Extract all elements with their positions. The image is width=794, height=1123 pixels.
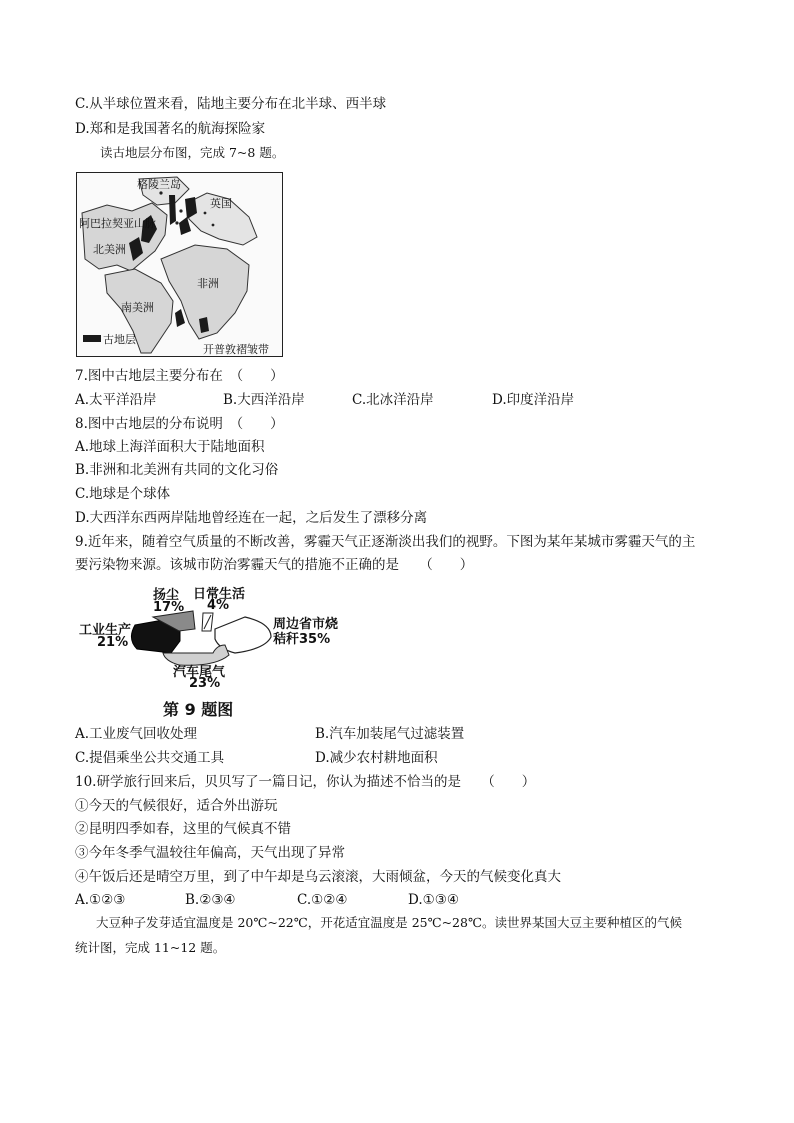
q8-option-c: C.地球是个球体 xyxy=(75,486,171,502)
q10-diary-1: ①今天的气候很好，适合外出游玩 xyxy=(75,798,278,814)
intro-7-8: 读古地层分布图，完成 7~8 题。 xyxy=(100,145,285,160)
q7-stem: 7.图中古地层主要分布在 （ ） xyxy=(75,368,284,384)
map-label-africa: 非洲 xyxy=(197,277,219,290)
q9-option-d: D.减少农村耕地面积 xyxy=(315,750,438,766)
q10-diary-2: ②昆明四季如春，这里的气候真不错 xyxy=(75,821,291,837)
map-label-greenland: 格陵兰岛 xyxy=(137,178,181,191)
q9-stem-line2: 要污染物来源。该城市防治雾霾天气的措施不正确的是 （ ） xyxy=(75,557,474,573)
intro-11-12-line2: 统计图，完成 11~12 题。 xyxy=(75,940,226,955)
pie-label-straw-1: 周边省市烧 xyxy=(273,617,339,632)
legend-swatch xyxy=(83,335,101,342)
map-drawing xyxy=(77,173,282,356)
q10-stem: 10.研学旅行回来后，贝贝写了一篇日记，你认为描述不恰当的是 （ ） xyxy=(75,774,536,790)
north-america-shape xyxy=(82,203,167,271)
intro-11-12-line1: 大豆种子发芽适宜温度是 20℃~22℃，开花适宜温度是 25℃~28℃。读世界某国大豆主要种植区的气候 xyxy=(96,915,682,930)
pie-label-straw-2: 秸秆35% xyxy=(273,632,331,647)
q7-option-d: D.印度洋沿岸 xyxy=(492,392,575,408)
q9-option-c: C.提倡乘坐公共交通工具 xyxy=(75,750,225,766)
map-label-south-america: 南美洲 xyxy=(121,301,154,314)
q10-option-c: C.①②④ xyxy=(297,892,348,908)
q7-option-c: C.北冰洋沿岸 xyxy=(352,392,434,408)
q10-option-b: B.②③④ xyxy=(185,892,236,908)
q6-option-c: C.从半球位置来看，陆地主要分布在北半球、西半球 xyxy=(75,96,387,112)
q7-option-b: B.大西洋沿岸 xyxy=(223,392,305,408)
map-label-appalachian: 阿巴拉契亚山脉 xyxy=(79,217,156,230)
strata-south-america xyxy=(175,309,185,327)
q8-option-b: B.非洲和北美洲有共同的文化习俗 xyxy=(75,462,279,478)
map-label-fold-belt: 开普敦褶皱带 xyxy=(203,343,269,356)
q8-option-d: D.大西洋东西两岸陆地曾经连在一起，之后发生了漂移分离 xyxy=(75,510,428,526)
pie-pct-daily: 4% xyxy=(207,598,230,613)
q10-diary-3: ③今年冬季气温较往年偏高，天气出现了异常 xyxy=(75,845,345,861)
q7-option-a: A.太平洋沿岸 xyxy=(75,392,157,408)
pie-pct-vehicle: 23% xyxy=(189,676,221,691)
q8-option-a: A.地球上海洋面积大于陆地面积 xyxy=(75,439,265,455)
pie-label-vehicle: 汽车尾气 xyxy=(173,665,226,680)
q9-option-b: B.汽车加装尾气过滤装置 xyxy=(315,726,465,742)
map-label-north-america: 北美洲 xyxy=(93,243,126,256)
pie-pct-industry: 21% xyxy=(97,635,129,650)
q10-option-d: D.①③④ xyxy=(408,892,459,908)
ancient-strata-map xyxy=(76,172,283,357)
pie-label-daily: 日常生活 xyxy=(193,587,246,602)
q8-stem: 8.图中古地层的分布说明 （ ） xyxy=(75,416,284,432)
map-legend-label: 古地层 xyxy=(103,333,136,346)
pie-label-industry: 工业生产 xyxy=(79,623,132,638)
strata-greenland xyxy=(169,195,176,225)
q9-stem-line1: 9.近年来，随着空气质量的不断改善，雾霾天气正逐渐淡出我们的视野。下图为某年某城市雾霾天气的主 xyxy=(75,534,696,550)
q10-option-a: A.①②③ xyxy=(75,892,126,908)
q9-option-a: A.工业废气回收处理 xyxy=(75,726,198,742)
map-label-britain: 英国 xyxy=(210,197,232,210)
q6-option-d: D.郑和是我国著名的航海探险家 xyxy=(75,121,266,137)
q10-diary-4: ④午饭后还是晴空万里，到了中午却是乌云滚滚，大雨倾盆，今天的气候变化真大 xyxy=(75,869,561,885)
pie-caption: 第 9 题图 xyxy=(163,700,234,719)
pollution-pie-figure xyxy=(75,583,375,723)
pie-label-dust: 扬尘 xyxy=(153,588,180,603)
pie-pct-dust: 17% xyxy=(153,600,185,615)
